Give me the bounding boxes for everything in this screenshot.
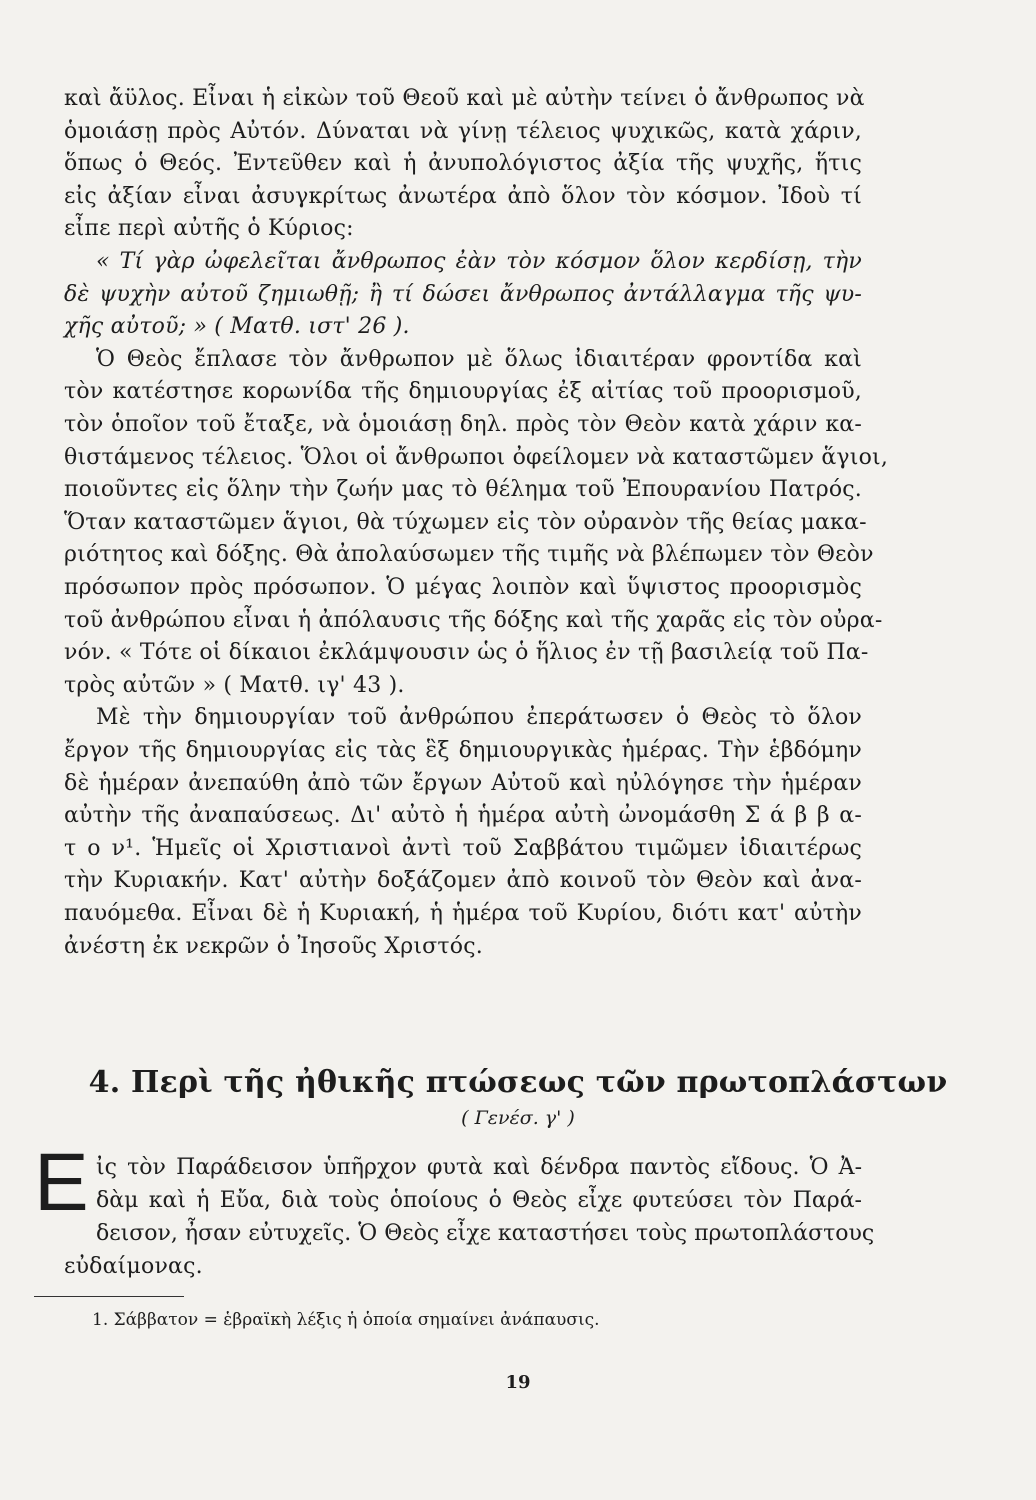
section-line: δεισον, ἦσαν εὐτυχεῖς. Ὁ Θεὸς εἶχε καταστήσει τοὺς πρωτοπλάστους: [96, 1221, 875, 1246]
section-line-last: εὐδαίμονας.: [64, 1254, 203, 1279]
body-line: τὴν Κυριακήν. Κατ' αὐτὴν δοξάζομεν ἀπὸ κοινοῦ τὸν Θεὸν καὶ ἀνα-: [64, 868, 862, 894]
body-line: ριότητος καὶ δόξης. Θὰ ἀπολαύσωμεν τῆς τιμῆς νὰ βλέπωμεν τὸν Θεὸν: [64, 542, 874, 568]
body-line: παυόμεθα. Εἶναι δὲ ἡ Κυριακή, ἡ ἡμέρα τοῦ Κυρίου, διότι κατ' αὐτὴν: [64, 901, 862, 926]
body-line: Ὅταν καταστῶμεν ἅγιοι, θὰ τύχωμεν εἰς τὸν οὐρανὸν τῆς θείας μακα-: [64, 509, 867, 535]
body-line: εἰς ἀξίαν εἶναι ἀσυγκρίτως ἀνωτέρα ἀπὸ ὅλον τὸν κόσμον. Ἰδοὺ τί: [64, 183, 862, 209]
body-line: τὸν ὁποῖον τοῦ ἔταξε, νὰ ὁμοιάσῃ δηλ. πρὸς τὸν Θεὸν κατὰ χάριν κα-: [64, 412, 862, 437]
body-line: τοῦ ἀνθρώπου εἶναι ἡ ἀπόλαυσις τῆς δόξης καὶ τῆς χαρᾶς εἰς τὸν οὐρα-: [64, 607, 883, 633]
body-line: Ὁ Θεὸς ἔπλασε τὸν ἄνθρωπον μὲ ὅλως ἰδιαιτέραν φροντίδα καὶ: [96, 346, 862, 372]
body-line: δὲ ψυχὴν αὐτοῦ ζημιωθῇ; ἢ τί δώσει ἄνθρωπος ἀντάλλαγμα τῆς ψυ-: [64, 281, 862, 307]
body-line: δὲ ἡμέραν ἀνεπαύθη ἀπὸ τῶν ἔργων Αὐτοῦ καὶ ηὐλόγησε τὴν ἡμέραν: [64, 770, 862, 796]
body-line: ἀνέστη ἐκ νεκρῶν ὁ Ἰησοῦς Χριστός.: [64, 933, 483, 959]
body-line: τρὸς αὐτῶν » ( Ματθ. ιγ' 43 ).: [64, 672, 405, 698]
body-line: τὸν κατέστησε κορωνίδα τῆς δημιουργίας ἐξ αἰτίας τοῦ προορισμοῦ,: [64, 379, 862, 405]
body-line: χῆς αὐτοῦ; » ( Ματθ. ιστ' 26 ).: [64, 314, 410, 340]
body-line: νόν. « Τότε οἱ δίκαιοι ἐκλάμψουσιν ὡς ὁ ἥλιος ἐν τῇ βασιλείᾳ τοῦ Πα-: [64, 640, 869, 666]
body-line: εἶπε περὶ αὐτῆς ὁ Κύριος:: [64, 216, 354, 242]
section-line: δὰμ καὶ ἡ Εὔα, διὰ τοὺς ὁποίους ὁ Θεὸς εἶχε φυτεύσει τὸν Παρά-: [96, 1188, 862, 1213]
footnote-rule: [34, 1296, 184, 1297]
section-heading: 4. Περὶ τῆς ἠθικῆς πτώσεως τῶν πρωτοπλάστων: [88, 1065, 948, 1100]
body-line: ὅπως ὁ Θεός. Ἐντεῦθεν καὶ ἡ ἀνυπολόγιστος ἀξία τῆς ψυχῆς, ἥτις: [64, 151, 862, 177]
body-line: αὐτὴν τῆς ἀναπαύσεως. Δι' αὐτὸ ἡ ἡμέρα αὐτὴ ὠνομάσθη Σ ά β β α-: [64, 803, 862, 829]
body-line: καὶ ἄϋλος. Εἶναι ἡ εἰκὼν τοῦ Θεοῦ καὶ μὲ αὐτὴν τείνει ὁ ἄνθρωπος νὰ: [64, 86, 865, 111]
page-number: 19: [505, 1372, 531, 1393]
body-line: ποιοῦντες εἰς ὅλην τὴν ζωήν μας τὸ θέλημα τοῦ Ἐπουρανίου Πατρός.: [64, 477, 862, 503]
body-line: « Τί γὰρ ὠφελεῖται ἄνθρωπος ἐὰν τὸν κόσμον ὅλον κερδίσῃ, τὴν: [96, 249, 862, 274]
body-line: ἔργον τῆς δημιουργίας εἰς τὰς ἓξ δημιουργικὰς ἡμέρας. Τὴν ἑβδόμην: [64, 738, 862, 763]
body-line: τ ο ν¹. Ἡμεῖς οἱ Χριστιανοὶ ἀντὶ τοῦ Σαββάτου τιμῶμεν ἰδιαιτέρως: [64, 835, 862, 861]
footnote: 1. Σάββατον = ἑβραϊκὴ λέξις ἡ ὁποία σημαίνει ἀνάπαυσις.: [92, 1310, 600, 1330]
body-line: θιστάμενος τέλειος. Ὅλοι οἱ ἄνθρωποι ὀφείλομεν νὰ καταστῶμεν ἅγιοι,: [64, 444, 889, 470]
drop-cap: Ε: [34, 1137, 89, 1228]
section-subheading: ( Γενέσ. γ' ): [461, 1107, 575, 1129]
section-line: ἰς τὸν Παράδεισον ὑπῆρχον φυτὰ καὶ δένδρα παντὸς εἴδους. Ὁ Ἀ-: [96, 1155, 862, 1180]
body-line: ὁμοιάσῃ πρὸς Αὐτόν. Δύναται νὰ γίνῃ τέλειος ψυχικῶς, κατὰ χάριν,: [64, 118, 862, 144]
body-line: Μὲ τὴν δημιουργίαν τοῦ ἀνθρώπου ἐπεράτωσεν ὁ Θεὸς τὸ ὅλον: [96, 705, 862, 731]
body-line: πρόσωπον πρὸς πρόσωπον. Ὁ μέγας λοιπὸν καὶ ὕψιστος προορισμὸς: [64, 575, 862, 600]
